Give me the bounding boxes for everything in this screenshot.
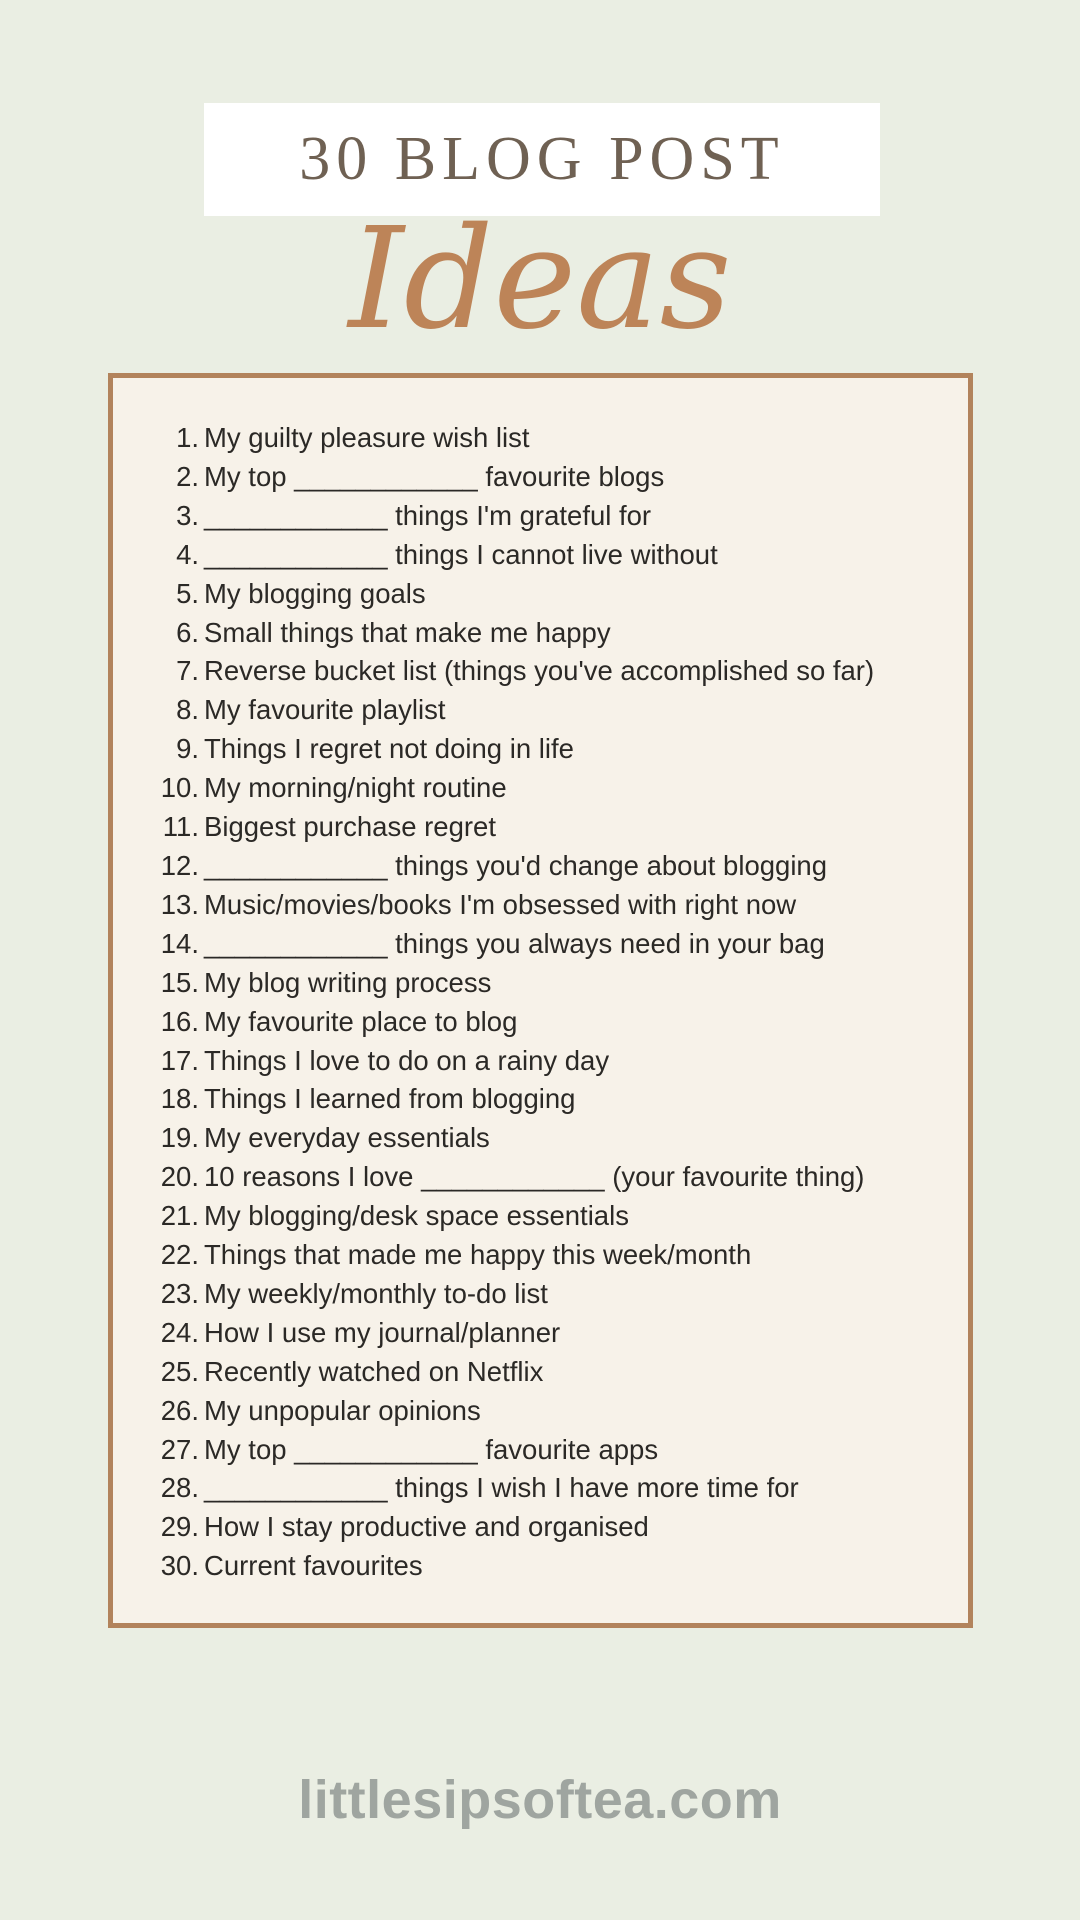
list-item bbox=[113, 964, 968, 1003]
item-number: 28. bbox=[160, 1472, 199, 1504]
list-item bbox=[113, 1547, 968, 1586]
script-subtitle: Ideas bbox=[348, 198, 732, 361]
item-number: 11. bbox=[162, 811, 199, 843]
list-item bbox=[113, 1469, 968, 1508]
item-text: My blogging goals bbox=[204, 577, 426, 609]
list-item bbox=[113, 1236, 968, 1275]
item-text: Music/movies/books I'm obsessed with right now bbox=[204, 888, 797, 920]
item-number: 18. bbox=[160, 1083, 199, 1115]
item-text: ____________ things I wish I have more time for bbox=[204, 1472, 799, 1504]
item-number: 10. bbox=[160, 772, 199, 804]
item-number: 30. bbox=[160, 1550, 199, 1582]
item-number: 2. bbox=[176, 460, 199, 492]
item-text: Things I learned from blogging bbox=[204, 1083, 576, 1115]
item-number: 19. bbox=[160, 1122, 199, 1154]
list-item bbox=[113, 652, 968, 691]
item-number: 8. bbox=[176, 694, 199, 726]
item-number: 20. bbox=[160, 1161, 199, 1193]
item-text: My weekly/monthly to-do list bbox=[204, 1277, 548, 1309]
list-item bbox=[113, 1353, 968, 1392]
title-banner bbox=[204, 103, 880, 216]
list-item bbox=[113, 1042, 968, 1081]
item-text: My unpopular opinions bbox=[204, 1394, 481, 1426]
item-text: Small things that make me happy bbox=[204, 616, 611, 648]
item-number: 17. bbox=[160, 1044, 199, 1076]
item-text: Current favourites bbox=[204, 1550, 423, 1582]
item-text: ____________ things I'm grateful for bbox=[204, 499, 652, 531]
item-text: Things I love to do on a rainy day bbox=[204, 1044, 610, 1076]
list-item bbox=[113, 614, 968, 653]
item-number: 26. bbox=[160, 1394, 199, 1426]
item-number: 27. bbox=[160, 1433, 199, 1465]
list-item bbox=[113, 886, 968, 925]
item-number: 14. bbox=[160, 927, 199, 959]
item-number: 22. bbox=[160, 1239, 199, 1271]
item-number: 5. bbox=[176, 577, 199, 609]
item-text: Reverse bucket list (things you've accomplished so far) bbox=[204, 655, 875, 687]
list-item bbox=[113, 730, 968, 769]
item-number: 9. bbox=[176, 733, 199, 765]
list-item bbox=[113, 575, 968, 614]
list-item bbox=[113, 769, 968, 808]
item-number: 29. bbox=[160, 1511, 199, 1543]
page-title: 30 BLOG POST bbox=[299, 125, 785, 193]
list-item bbox=[113, 497, 968, 536]
item-number: 1. bbox=[176, 422, 199, 453]
item-number: 12. bbox=[160, 849, 199, 881]
item-text: ____________ things I cannot live without bbox=[204, 538, 718, 570]
list-item bbox=[113, 808, 968, 847]
list-item bbox=[113, 691, 968, 730]
item-text: My top ____________ favourite apps bbox=[204, 1433, 659, 1465]
list-item bbox=[113, 1275, 968, 1314]
item-text: ____________ things you always need in your bag bbox=[204, 927, 825, 959]
list-item bbox=[113, 1197, 968, 1236]
list-item bbox=[113, 1119, 968, 1158]
list-item bbox=[113, 1003, 968, 1042]
item-text: My favourite place to blog bbox=[204, 1005, 518, 1037]
item-number: 4. bbox=[176, 538, 199, 570]
item-text: My blogging/desk space essentials bbox=[204, 1200, 629, 1232]
item-number: 21. bbox=[160, 1200, 199, 1232]
item-number: 15. bbox=[160, 966, 199, 998]
list-item bbox=[113, 1392, 968, 1431]
list-item bbox=[113, 847, 968, 886]
list-item bbox=[113, 1158, 968, 1197]
ideas-list bbox=[113, 378, 968, 1586]
item-number: 13. bbox=[160, 888, 199, 920]
item-number: 6. bbox=[176, 616, 199, 648]
list-item bbox=[113, 1080, 968, 1119]
item-text: 10 reasons I love ____________ (your favourite thing) bbox=[204, 1161, 865, 1193]
list-item bbox=[113, 1508, 968, 1547]
item-text: My blog writing process bbox=[204, 966, 492, 998]
item-text: My guilty pleasure wish list bbox=[204, 422, 530, 453]
item-number: 25. bbox=[160, 1355, 199, 1387]
list-item bbox=[113, 1431, 968, 1470]
item-number: 24. bbox=[160, 1316, 199, 1348]
item-number: 7. bbox=[176, 655, 199, 687]
list-item bbox=[113, 419, 968, 458]
item-number: 23. bbox=[160, 1277, 199, 1309]
ideas-box bbox=[108, 373, 973, 1628]
item-text: My everyday essentials bbox=[204, 1122, 490, 1154]
list-item bbox=[113, 536, 968, 575]
list-item bbox=[113, 458, 968, 497]
list-item bbox=[113, 925, 968, 964]
item-text: My morning/night routine bbox=[204, 772, 507, 804]
item-text: Things that made me happy this week/month bbox=[204, 1239, 752, 1271]
item-number: 16. bbox=[160, 1005, 199, 1037]
item-text: Things I regret not doing in life bbox=[204, 733, 574, 765]
item-text: How I stay productive and organised bbox=[204, 1511, 649, 1543]
item-text: Recently watched on Netflix bbox=[204, 1355, 544, 1387]
item-text: How I use my journal/planner bbox=[204, 1316, 561, 1348]
list-item bbox=[113, 1314, 968, 1353]
item-text: My top ____________ favourite blogs bbox=[204, 460, 665, 492]
item-text: Biggest purchase regret bbox=[204, 811, 496, 843]
website-url: littlesipsoftea.com bbox=[298, 1770, 782, 1830]
item-text: My favourite playlist bbox=[204, 694, 446, 726]
item-number: 3. bbox=[176, 499, 199, 531]
item-text: ____________ things you'd change about blogging bbox=[204, 849, 828, 881]
